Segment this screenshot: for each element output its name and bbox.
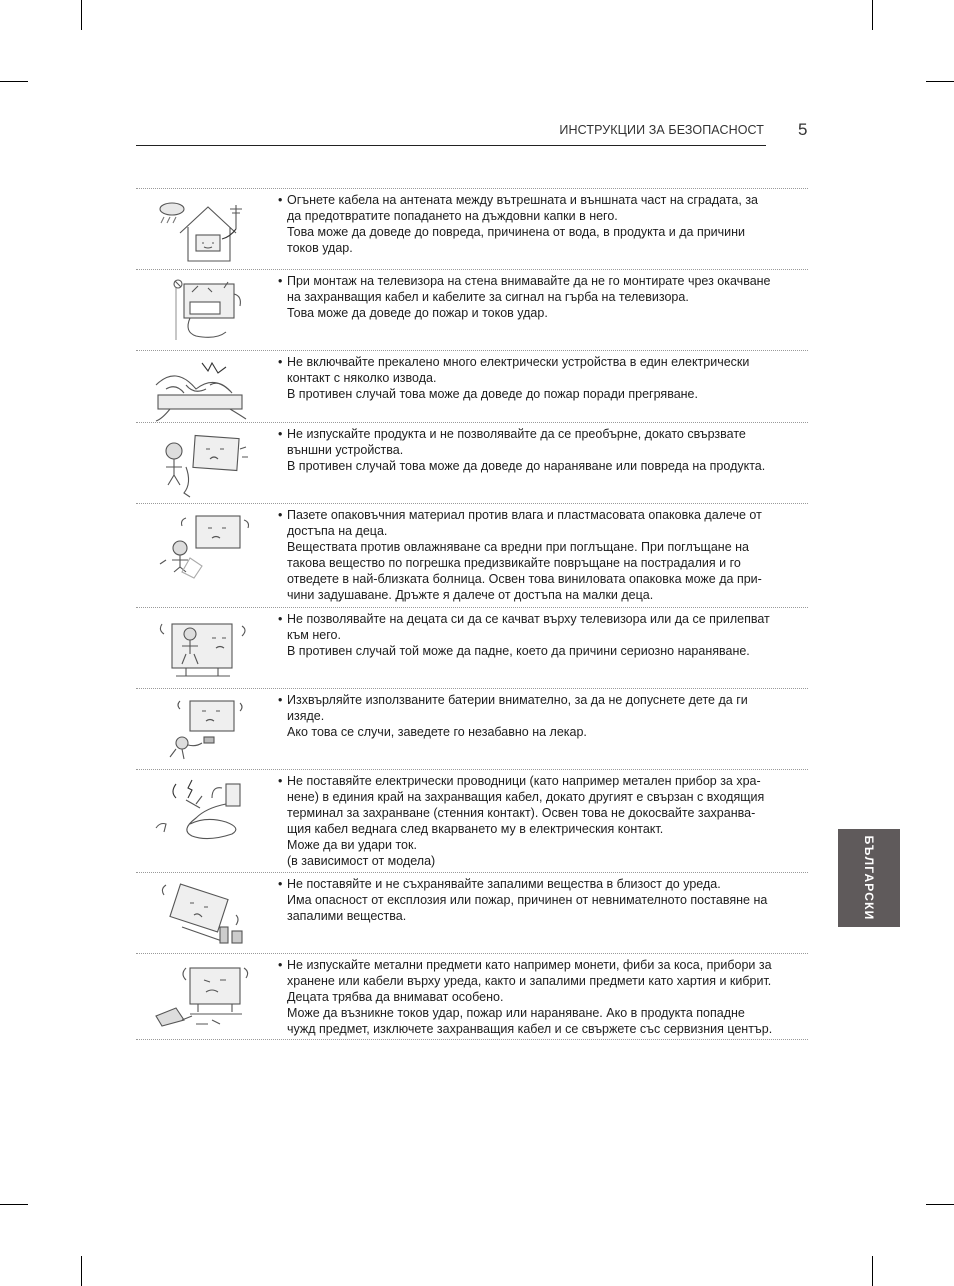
instruction-line: Огънете кабела на антената между вътрешната и външната част на сградата, за [287, 193, 758, 207]
instruction-line: щия кабел веднага след вкарването му в електрическия контакт. [287, 822, 664, 836]
bullet: • [278, 193, 283, 207]
instruction-text [278, 692, 804, 740]
instruction-line: към него. [287, 628, 341, 642]
bullet: • [278, 508, 283, 522]
instruction-line: Не позволявайте на децата си да се качват върху телевизора или да се прилепват [287, 612, 770, 626]
crop-mark [0, 81, 28, 82]
instruction-row [136, 188, 808, 269]
instruction-row [136, 269, 808, 350]
instruction-line: запалими вещества. [287, 909, 407, 923]
instruction-text [278, 273, 804, 321]
instruction-line: Пазете опаковъчния материал против влага и пластмасовата опаковка далече от [287, 508, 762, 522]
bullet: • [278, 774, 283, 788]
instruction-row [136, 769, 808, 872]
instruction-line: Това може да доведе до повреда, причинена от вода, в продукта и да причини [287, 225, 746, 239]
instruction-line: Не изпускайте метални предмети като например монети, фиби за коса, прибори за [287, 958, 772, 972]
instruction-text [278, 192, 804, 256]
instruction-line: Не поставяйте и не съхранявайте запалими вещества в близост до уреда. [287, 877, 721, 891]
falling-tv-icon [146, 427, 254, 499]
instruction-text [278, 957, 804, 1037]
instruction-line: терминал за захранване (стенния контакт). Освен това не докосвайте захранва- [287, 806, 756, 820]
instruction-text [278, 354, 804, 402]
instruction-line: Не изпускайте продукта и не позволявайте да се преобърне, докато свързвате [287, 427, 746, 441]
instruction-text [278, 773, 804, 869]
crop-mark [926, 81, 954, 82]
instruction-line: контакт с няколко извода. [287, 371, 437, 385]
instruction-line: Изхвърляйте използваните батерии внимателно, за да не допуснете дете да ги [287, 693, 748, 707]
crop-mark [872, 1256, 873, 1286]
bullet: • [278, 693, 283, 707]
instruction-line: Това може да доведе до пожар и токов удар. [287, 306, 548, 320]
instruction-row [136, 503, 808, 607]
bullet: • [278, 274, 283, 288]
flammable-substances-icon [146, 877, 254, 949]
packaging-child-icon [146, 510, 254, 590]
crop-mark [0, 1204, 28, 1205]
instruction-line: токов удар. [287, 241, 353, 255]
crop-mark [872, 0, 873, 30]
instruction-line: достъпа на деца. [287, 524, 388, 538]
instruction-line: да предотвратите попадането на дъждовни капки в него. [287, 209, 618, 223]
header-rule [136, 145, 766, 146]
instruction-line: чужд предмет, изключете захранващия кабел и се свържете със сервизния център. [287, 1022, 773, 1036]
instruction-line: При монтаж на телевизора на стена внимавайте да не го монтирате чрез окачване [287, 274, 771, 288]
instruction-row [136, 688, 808, 769]
instruction-line: Може да ви удари ток. [287, 838, 417, 852]
instruction-line: външни устройства. [287, 443, 404, 457]
instruction-line: хранене или кабели върху уреда, както и запалими предмети като хартия и кибрит. [287, 974, 772, 988]
instruction-text [278, 876, 804, 924]
bullet: • [278, 877, 283, 891]
bullet: • [278, 355, 283, 369]
instruction-line: Има опасност от експлозия или пожар, причинен от невнимателното поставяне на [287, 893, 768, 907]
instruction-row [136, 422, 808, 503]
safety-instructions-table [136, 188, 808, 1040]
instruction-line: (в зависимост от модела) [287, 854, 436, 868]
instruction-line: В противен случай това може да доведе до пожар поради прегряване. [287, 387, 698, 401]
instruction-row [136, 350, 808, 422]
instruction-line: Веществата против овлажняване са вредни при поглъщане. При поглъщане на [287, 540, 749, 554]
instruction-line: нене) в единия край на захранващия кабел, докато другият е свързан с входящия [287, 790, 765, 804]
antenna-cable-house-icon [146, 193, 254, 265]
page-number: 5 [798, 120, 808, 139]
metal-object-plug-icon [146, 774, 254, 854]
bullet: • [278, 958, 283, 972]
overloaded-outlet-icon [146, 355, 254, 427]
instruction-line: В противен случай той може да падне, което да причини сериозно нараняване. [287, 644, 750, 658]
instruction-line: Не поставяйте електрически проводници (като например метален прибор за хра- [287, 774, 761, 788]
instruction-row [136, 607, 808, 688]
instruction-text [278, 611, 804, 659]
instruction-text [278, 426, 804, 474]
instruction-row [136, 953, 808, 1040]
instruction-line: В противен случай това може да доведе до нараняване или повреда на продукта. [287, 459, 766, 473]
instruction-line: отведете в най-близката болница. Освен това виниловата опаковка може да при- [287, 572, 762, 586]
instruction-line: чини задушаване. Дръжте я далече от достъпа на малки деца. [287, 588, 654, 602]
instruction-line: Не включвайте прекалено много електрически устройства в един електрически [287, 355, 750, 369]
wall-mount-cable-icon [146, 274, 254, 346]
bullet: • [278, 612, 283, 626]
instruction-line: Децата трябва да внимават особено. [287, 990, 504, 1004]
bullet: • [278, 427, 283, 441]
instruction-text [278, 507, 804, 603]
page-header-title: ИНСТРУКЦИИ ЗА БЕЗОПАСНОСТ [559, 123, 764, 137]
crop-mark [926, 1204, 954, 1205]
language-side-tab [838, 829, 900, 927]
crop-mark [81, 1256, 82, 1286]
foreign-objects-tv-icon [146, 958, 254, 1030]
instruction-line: Ако това се случи, заведете го незабавно на лекар. [287, 725, 587, 739]
child-climbing-tv-icon [146, 612, 254, 684]
instruction-line: Може да възникне токов удар, пожар или нараняване. Ако в продукта попадне [287, 1006, 745, 1020]
instruction-line: изяде. [287, 709, 325, 723]
crop-mark [81, 0, 82, 30]
language-side-tab-label: БЪЛГАРСКИ [862, 835, 876, 921]
battery-child-icon [146, 693, 254, 765]
instruction-row [136, 872, 808, 953]
instruction-line: такова вещество по погрешка предизвикайте повръщане на пострадалия и го [287, 556, 741, 570]
instruction-line: на захранващия кабел и кабелите за сигнал на гърба на телевизора. [287, 290, 689, 304]
